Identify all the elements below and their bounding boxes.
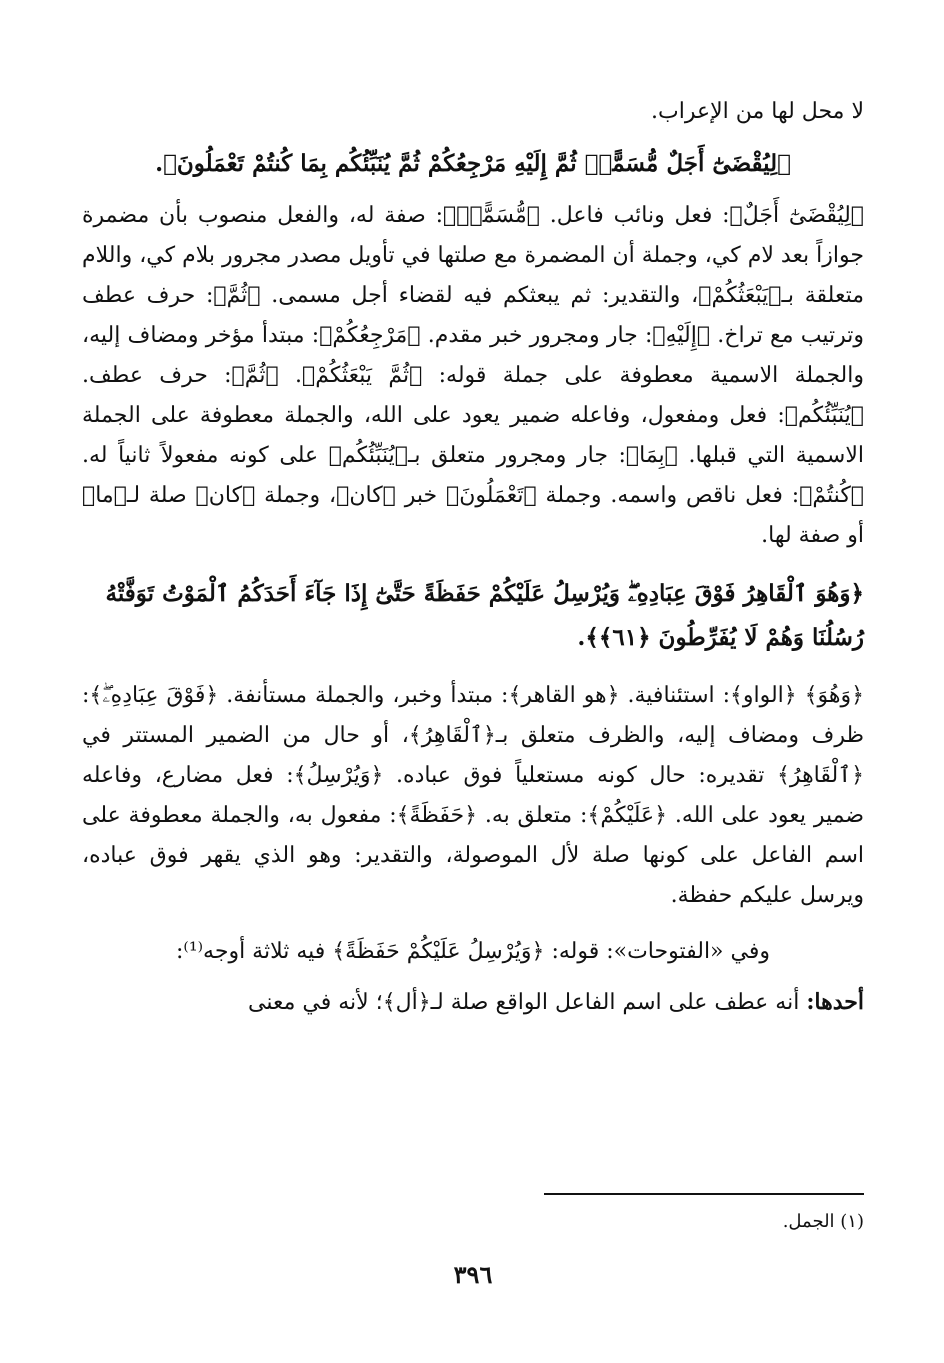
point-one-text: أنه عطف على اسم الفاعل الواقع صلة لـ﴿أل﴾؛ لأنه في معنى [248, 990, 807, 1015]
grammar-paragraph-1: ﴿لِيُقْضَىٰٓ أَجَلٌ﴾: فعل ونائب فاعل. ﴿مُّسَمًّىۖ﴾: صفة له، والفعل منصوب بأن مضمرة جوازاً بعد لام كي، وجملة أن المضمرة مع صلتها في تأويل مصدر مجرور بلام كي، واللام متعلقة بـ﴿يَبْعَثُكُمْ﴾، والتقدير: ثم يبعثكم فيه لقضاء أجل مسمى. ﴿ثُمَّ﴾: حرف عطف وترتيب مع تراخ. ﴿إِلَيْهِ﴾: جار ومجرور خبر مقدم. ﴿مَرْجِعُكُمْ﴾: مبتدأ مؤخر ومضاف إليه، والجملة الاسمية معطوفة على جملة قوله: ﴿ثُمَّ يَبْعَثُكُمْ﴾. ﴿ثُمَّ﴾: حرف عطف. ﴿يُنَبِّئُكُم﴾: فعل ومفعول، وفاعله ضمير يعود على الله، والجملة معطوفة على الجملة الاسمية التي قبلها. ﴿بِمَا﴾: جار ومجرور متعلق بـ﴿يُنَبِّئُكُم﴾ على كونه مفعولاً ثانياً له. ﴿كُنتُمْ﴾: فعل ناقص واسمه. وجملة ﴿تَعْمَلُونَ﴾ خبر ﴿كان﴾، وجملة ﴿كان﴾ صلة لـ﴿ما﴾ أو صفة لها. [82, 203, 864, 548]
intro-line: لا محل لها من الإعراب. [651, 99, 864, 124]
spacer [82, 660, 864, 676]
spacer [82, 972, 864, 982]
page-number: ٣٩٦ [453, 1260, 493, 1289]
grammar-paragraph-2: ﴿وَهُوَ﴾ ﴿الواو﴾: استئنافية. ﴿هو القاهر﴾: مبتدأ وخبر، والجملة مستأنفة. ﴿فَوْقَ عِبَادِهِۦۖ﴾: ظرف ومضاف إليه، والظرف متعلق بـ﴿ٱلْقَاهِرُ﴾، أو حال من الضمير المستتر في ﴿ٱلْقَاهِرُ﴾ تقديره: حال كونه مستعلياً فوق عباده. ﴿وَيُرْسِلُ﴾: فعل مضارع، وفاعله ضمير يعود على الله. ﴿عَلَيْكُمْ﴾: متعلق به. ﴿حَفَظَةً﴾: مفعول به، والجملة معطوفة على اسم الفاعل على كونها صلة لأل الموصولة، والتقدير: وهو الذي يقهر فوق عباده، ويرسل عليكم حفظة. [82, 683, 864, 908]
citation-line: وفي «الفتوحات»: قوله: ﴿وَيُرْسِلُ عَلَيْكُمْ حَفَظَةً﴾ فيه ثلاثة أوجه⁽¹⁾: [176, 939, 770, 964]
point-one-paragraph [82, 982, 864, 1023]
footnote: (١) الجمل. [782, 1211, 864, 1232]
spacer [82, 132, 864, 142]
quran-verse-1: ﴿لِيُقْضَىٰٓ أَجَلٌ مُّسَمًّىۖ ثُمَّ إِلَيْهِ مَرْجِعُكُمْ ثُمَّ يُنَبِّئُكُم بِمَا كُنتُمْ تَعْمَلُونَ﴾. [155, 150, 791, 177]
document-page [82, 92, 864, 1292]
spacer [82, 556, 864, 572]
footnote-divider [544, 1193, 864, 1195]
point-one-label: أحدها: [806, 989, 864, 1015]
spacer [82, 916, 864, 932]
quran-verse-2: ﴿وَهُوَ ٱلْقَاهِرُ فَوْقَ عِبَادِهِۦۖ وَيُرْسِلُ عَلَيْكُمْ حَفَظَةً حَتَّىٰٓ إِذَا جَآءَ أَحَدَكُمُ ٱلْمَوْتُ تَوَفَّتْهُ رُسُلُنَا وَهُمْ لَا يُفَرِّطُونَ ﴿٦١﴾﴾. [105, 580, 864, 651]
spacer [82, 186, 864, 196]
